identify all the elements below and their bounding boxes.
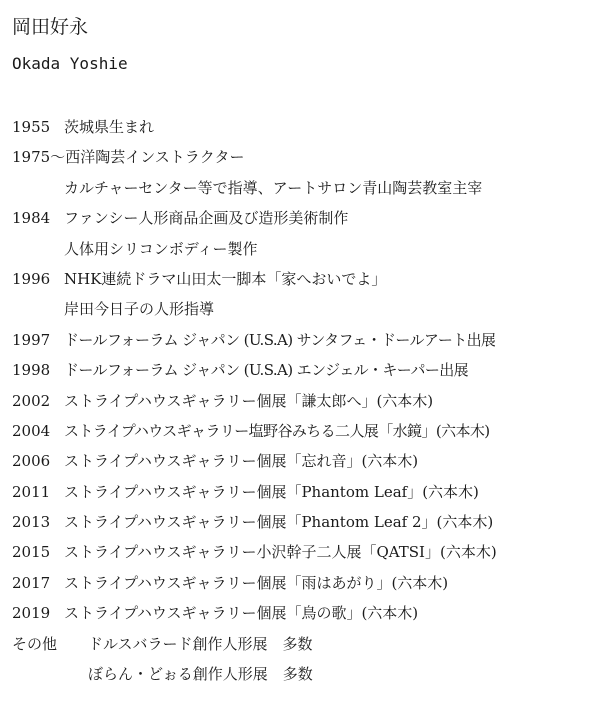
- entry-year: 2013: [12, 513, 51, 532]
- entry-year: 2015: [12, 543, 51, 562]
- entry-text: ドルスバラード創作人形展 多数: [88, 634, 313, 653]
- career-entry: [12, 507, 616, 537]
- entry-year: 1998: [12, 361, 51, 380]
- entry-text: ドールフォーラム ジャパン (U.S.A) サンタフェ・ドールアート出展: [64, 330, 496, 349]
- entry-text: 岸田今日子の人形指導: [64, 300, 215, 319]
- career-entry: [12, 598, 616, 628]
- entry-text: 茨城県生まれ: [64, 118, 155, 136]
- career-entry: [12, 446, 616, 476]
- entry-year: 2004: [12, 421, 51, 440]
- entry-year: 1996: [12, 269, 51, 288]
- entry-year: 1997: [12, 330, 51, 349]
- career-entry: [12, 537, 616, 567]
- entry-text: ストライプハウスギャラリー個展「忘れ音」(六本木): [64, 452, 419, 471]
- entry-year: 2011: [12, 482, 51, 501]
- career-entry: [12, 112, 616, 142]
- entry-text: カルチャーセンター等で指導、アートサロン青山陶芸教室主宰: [64, 178, 483, 197]
- career-entry: [12, 386, 616, 416]
- career-entry: [12, 416, 616, 446]
- entry-year: 2019: [12, 604, 51, 623]
- entry-year: 2017: [12, 573, 51, 592]
- entry-year: 2002: [12, 391, 51, 410]
- entry-text: ストライプハウスギャラリー小沢幹子二人展「QATSI」(六本木): [64, 543, 497, 562]
- artist-name-japanese: 岡田好永: [12, 16, 89, 38]
- entry-text: ストライプハウスギャラリー個展「Phantom Leaf」(六本木): [64, 482, 479, 501]
- entry-text: ストライプハウスギャラリー個展「謙太郎へ」(六本木): [64, 391, 434, 410]
- entry-text: 西洋陶芸インストラクター: [65, 148, 245, 167]
- career-entry-continuation: [12, 659, 616, 689]
- entry-year: 1975〜: [12, 148, 66, 167]
- entry-text: ストライプハウスギャラリー個展「鳥の歌」(六本木): [64, 604, 419, 623]
- entry-year: 1955: [12, 118, 51, 136]
- career-entry: [12, 325, 616, 355]
- career-entry-continuation: [12, 173, 616, 203]
- career-entry: [12, 142, 616, 172]
- career-entry: [12, 203, 616, 233]
- career-list: [12, 112, 616, 689]
- entry-text: NHK連続ドラマ山田太一脚本「家へおいでよ」: [64, 269, 387, 288]
- career-entry: [12, 477, 616, 507]
- career-entry: [12, 568, 616, 598]
- entry-text: ストライプハウスギャラリー塩野谷みちる二人展「水鏡」(六本木): [64, 421, 490, 440]
- entry-text: ストライプハウスギャラリー個展「雨はあがり」(六本木): [64, 573, 449, 592]
- career-entry: [12, 629, 616, 659]
- artist-name-romaji: Okada Yoshie: [12, 54, 128, 73]
- entry-year: 2006: [12, 452, 51, 471]
- entry-year: 1984: [12, 209, 51, 228]
- entry-text: ストライプハウスギャラリー個展「Phantom Leaf 2」(六本木): [64, 513, 494, 532]
- entry-year: その他: [12, 634, 58, 653]
- career-entry-continuation: [12, 234, 616, 264]
- career-entry-continuation: [12, 294, 616, 324]
- career-entry: [12, 264, 616, 294]
- entry-text: ぼらん・どぉる創作人形展 多数: [88, 665, 313, 684]
- career-entry: [12, 355, 616, 385]
- entry-text: ドールフォーラム ジャパン (U.S.A) エンジェル・キーパー出展: [64, 361, 469, 380]
- entry-text: 人体用シリコンボディー製作: [64, 239, 258, 258]
- entry-text: ファンシー人形商品企画及び造形美術制作: [64, 209, 349, 228]
